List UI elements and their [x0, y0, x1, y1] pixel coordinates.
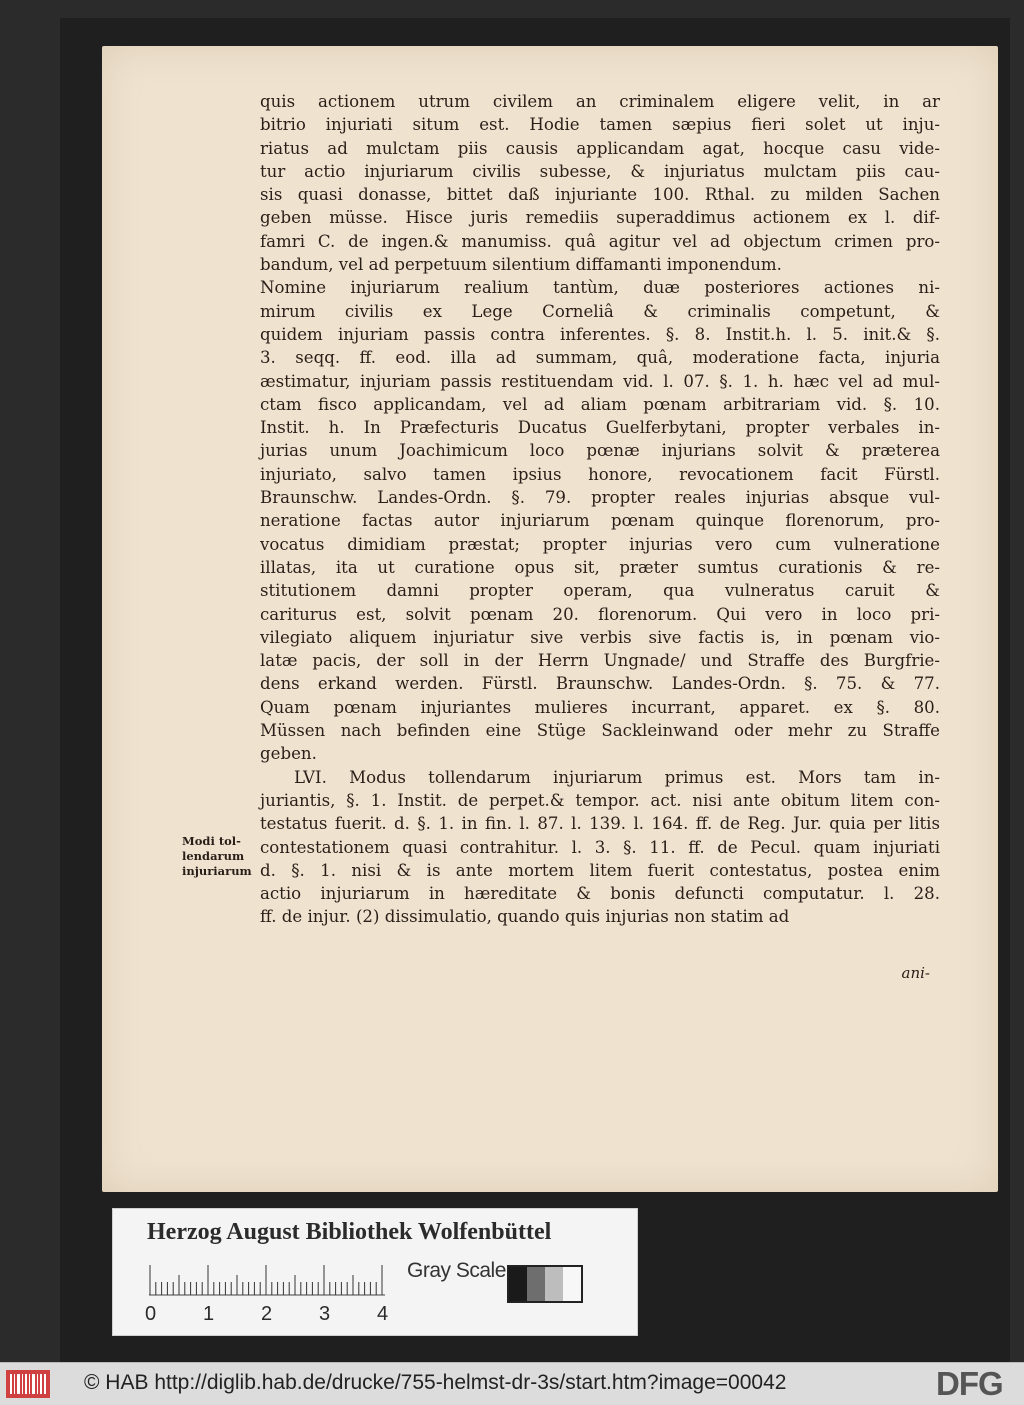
ruler-label: 3 — [319, 1303, 331, 1325]
text-line: mirum civilis ex Lege Corneliâ & criminalis competunt, & — [260, 301, 940, 321]
text-line: dens erkand werden. Fürstl. Braunschw. Landes-Ordn. §. 75. & 77. — [260, 674, 940, 694]
text-line: LVI. Modus tollendarum injuriarum primus est. Mors tam in- — [294, 767, 940, 787]
text-line: ctam fisco applicandam, vel ad aliam pœnam arbitrariam vid. §. 10. — [260, 394, 940, 414]
text-line: quis actionem utrum civilem an criminalem eligere velit, in ar — [260, 92, 940, 111]
book-page — [102, 46, 998, 1192]
text-line: bandum, vel ad perpetuum silentium diffamanti imponendum. — [260, 255, 782, 275]
source-url[interactable]: © HAB http://diglib.hab.de/drucke/755-helmst-dr-3s/start.htm?image=00042 — [84, 1371, 787, 1394]
text-line: actio injuriarum in hæreditate & bonis defuncti computatur. l. 28. — [260, 884, 940, 904]
gray-scale-label: Gray Scale — [407, 1259, 506, 1282]
text-line: bitrio injuriati situm est. Hodie tamen sæpius fieri solet ut inju- — [260, 115, 940, 135]
text-line: sis quasi donasse, bittet daß injuriante 100. Rthal. zu milden Sachen — [260, 185, 940, 205]
margin-note-line: injuriarum — [182, 864, 252, 878]
swatch-light-gray — [545, 1267, 563, 1301]
ruler-label: 0 — [145, 1303, 157, 1325]
text-line: vocatus dimidiam præstat; propter injurias vero cum vulneratione — [260, 534, 940, 554]
barcode-icon — [6, 1370, 50, 1398]
text-line: Müssen nach befinden eine Stüge Sackleinwand oder mehr zu Straffe — [260, 721, 940, 741]
text-line: injuriato, salvo tamen ipsius honore, revocationem facit Fürstl. — [260, 464, 940, 484]
text-line: 3. seqq. ff. eod. illa ad summam, quâ, moderatione facta, injuria — [260, 348, 940, 368]
text-line: geben. — [260, 744, 317, 764]
text-line: jurias unum Joachimicum loco pœnæ injurians solvit & præterea — [260, 441, 940, 461]
text-line: Braunschw. Landes-Ordn. §. 79. propter reales injurias absque vul- — [260, 488, 940, 508]
gray-swatches — [507, 1265, 583, 1303]
text-line: riatus ad mulctam piis causis applicandam agat, hocque casu vide- — [260, 138, 940, 158]
color-card — [112, 1208, 638, 1336]
text-line: tur actio injuriarum civilis subesse, & injuriatus mulctam piis cau- — [260, 161, 940, 181]
text-line: contestationem quasi contrahitur. l. 3. §. 11. ff. de Pecul. quam injuriati — [260, 837, 940, 857]
text-line: illatas, ita ut curatione opus sit, præter sumtus curationis & re- — [260, 557, 940, 577]
text-line: latæ pacis, der soll in der Herrn Ungnade/ und Straffe des Burgfrie- — [260, 651, 940, 671]
text-line: d. §. 1. nisi & is ante mortem litem fuerit contestatus, postea enim — [260, 860, 940, 880]
page-text — [260, 90, 940, 929]
text-line: Quam pœnam injuriantes mulieres incurrant, apparet. ex §. 80. — [260, 697, 940, 717]
text-line: ff. de injur. (2) dissimulatio, quando quis injurias non statim ad — [260, 907, 790, 927]
text-line: cariturus est, solvit pœnam 20. florenorum. Qui vero in loco pri- — [260, 604, 940, 624]
text-line: famri C. de ingen.& manumiss. quâ agitur vel ad objectum crimen pro- — [260, 231, 940, 251]
swatch-dark-gray — [527, 1267, 545, 1301]
margin-note-line: Modi tol- — [182, 834, 241, 848]
swatch-black — [509, 1267, 527, 1301]
catchword: ani- — [901, 964, 930, 982]
text-line: Instit. h. In Præfecturis Ducatus Guelferbytani, propter verbales in- — [260, 418, 940, 438]
dfg-logo: DFG — [936, 1365, 1003, 1402]
text-line: æstimatur, injuriam passis restituendam vid. l. 07. §. 1. h. hæc vel ad mul- — [260, 371, 940, 391]
text-line: neratione factas autor injuriarum pœnam quinque florenorum, pro- — [260, 511, 940, 531]
margin-note-line: lendarum — [182, 849, 245, 863]
ruler-label: 1 — [203, 1303, 215, 1325]
status-bar — [0, 1362, 1024, 1405]
ruler-labels — [143, 1303, 403, 1327]
swatch-white — [563, 1267, 581, 1301]
text-line: Nomine injuriarum realium tantùm, duæ posteriores actiones ni- — [260, 278, 940, 298]
text-line: geben müsse. Hisce juris remediis superaddimus actionem ex l. dif- — [260, 208, 940, 228]
margin-note — [182, 834, 272, 879]
ruler-label: 2 — [261, 1303, 273, 1325]
card-title: Herzog August Bibliothek Wolfenbüttel — [147, 1219, 552, 1245]
text-line: vilegiato aliquem injuriatur sive verbis sive factis is, in pœnam vio- — [260, 627, 940, 647]
text-line: testatus fuerit. d. §. 1. in fin. l. 87. l. 139. l. 164. ff. de Reg. Jur. quia per litis — [260, 814, 940, 834]
ruler — [149, 1265, 389, 1297]
ruler-label: 4 — [377, 1303, 389, 1325]
text-line: stitutionem damni propter operam, qua vulneratus caruit & — [260, 581, 940, 601]
text-line: quidem injuriam passis contra inferentes. §. 8. Instit.h. l. 5. init.& §. — [260, 324, 940, 344]
text-line: juriantis, §. 1. Instit. de perpet.& tempor. act. nisi ante obitum litem con- — [260, 790, 940, 810]
